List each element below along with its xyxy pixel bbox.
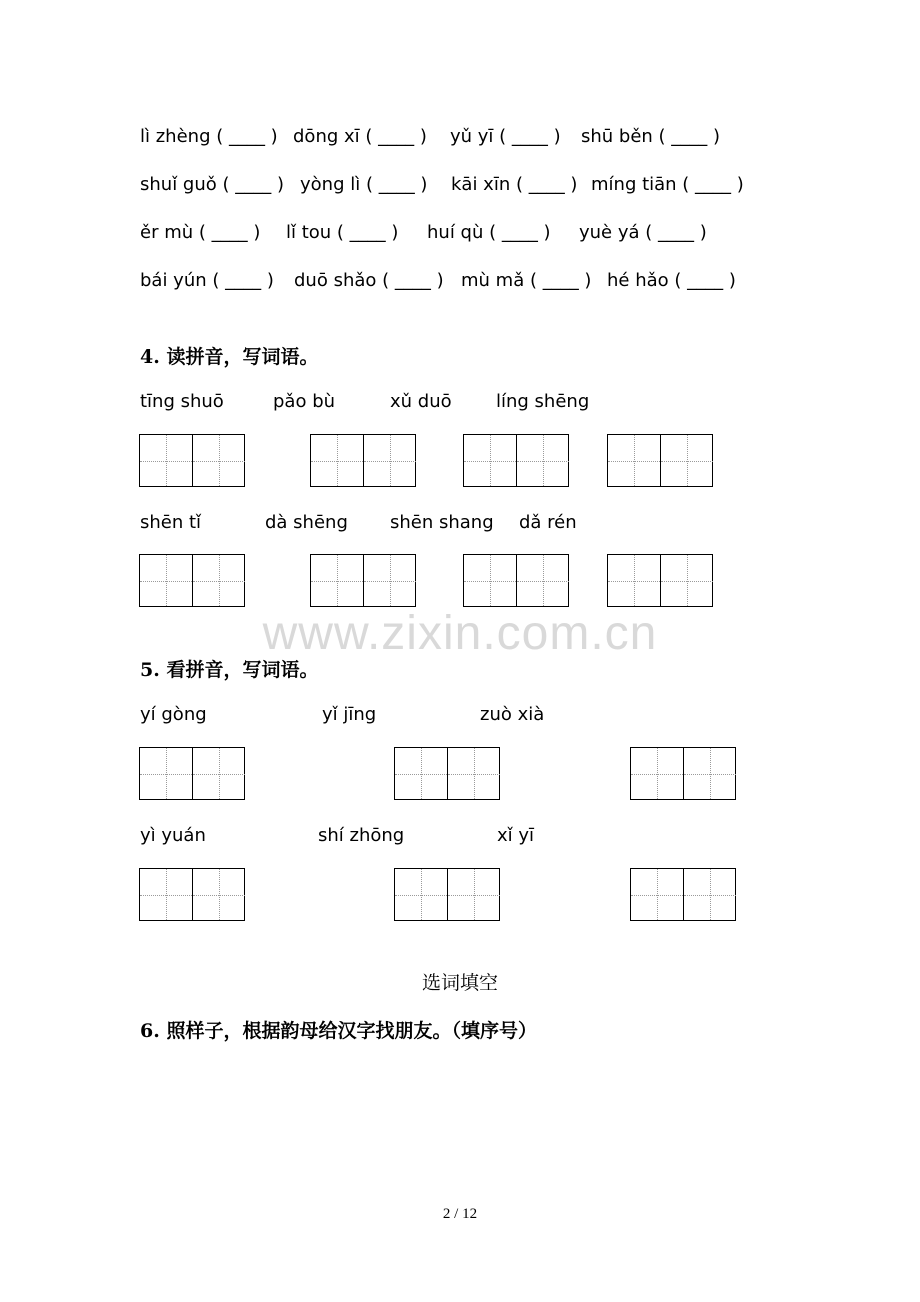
pinyin-blank-item: yǔ yī ( ____ ) — [450, 126, 561, 147]
pinyin-blank-item: lǐ tou ( ____ ) — [286, 222, 399, 243]
pinyin-blank-item: hé hǎo ( ____ ) — [607, 270, 736, 291]
page-number: 2 / 12 — [442, 1206, 478, 1222]
pinyin-blank-item: ěr mù ( ____ ) — [140, 222, 261, 243]
pinyin-blank-item: huí qù ( ____ ) — [427, 222, 551, 243]
pinyin-blank-item: lì zhèng ( ____ ) — [140, 126, 278, 147]
pinyin-blank-item: mù mǎ ( ____ ) — [461, 270, 592, 291]
writing-grid — [394, 868, 500, 921]
pinyin-label: dà shēng — [265, 512, 348, 533]
pinyin-blank-item: shū běn ( ____ ) — [581, 126, 721, 147]
pinyin-blank-item: yuè yá ( ____ ) — [579, 222, 707, 243]
pinyin-blank-item: dōng xī ( ____ ) — [293, 126, 427, 147]
pinyin-label: shí zhōng — [318, 825, 405, 846]
pinyin-blank-item: bái yún ( ____ ) — [140, 270, 274, 291]
section-4-heading: 4. 读拼音，写词语。 — [140, 346, 319, 368]
section-6-heading: 6. 照样子，根据韵母给汉字找朋友。（填序号） — [140, 1020, 537, 1042]
writing-grid — [310, 554, 416, 607]
pinyin-label: yí gòng — [140, 704, 207, 725]
writing-grid — [139, 554, 245, 607]
writing-grid — [463, 554, 569, 607]
writing-grid — [310, 434, 416, 487]
pinyin-label: shēn tǐ — [140, 512, 202, 533]
pinyin-blank-item: míng tiān ( ____ ) — [591, 174, 744, 195]
section-subtitle: 选词填空 — [421, 972, 498, 994]
writing-grid — [139, 747, 245, 800]
pinyin-label: xǔ duō — [390, 391, 452, 412]
pinyin-blank-item: yòng lì ( ____ ) — [300, 174, 428, 195]
writing-grid — [394, 747, 500, 800]
pinyin-label: xǐ yī — [497, 825, 535, 846]
pinyin-label: líng shēng — [496, 391, 590, 412]
pinyin-label: tīng shuō — [140, 391, 224, 412]
writing-grid — [463, 434, 569, 487]
pinyin-label: dǎ rén — [519, 512, 577, 533]
pinyin-blank-item: duō shǎo ( ____ ) — [294, 270, 444, 291]
pinyin-blank-item: shuǐ guǒ ( ____ ) — [140, 174, 284, 195]
writing-grid — [607, 434, 713, 487]
pinyin-label: shēn shang — [390, 512, 494, 533]
pinyin-label: pǎo bù — [273, 391, 336, 412]
writing-grid — [630, 868, 736, 921]
watermark: www.zixin.com.cn — [262, 607, 658, 660]
writing-grid — [607, 554, 713, 607]
pinyin-blank-item: kāi xīn ( ____ ) — [451, 174, 578, 195]
pinyin-label: yǐ jīng — [322, 704, 377, 725]
writing-grid — [630, 747, 736, 800]
writing-grid — [139, 434, 245, 487]
section-5-heading: 5. 看拼音，写词语。 — [140, 659, 319, 681]
pinyin-label: zuò xià — [480, 704, 545, 725]
writing-grid — [139, 868, 245, 921]
pinyin-label: yì yuán — [140, 825, 206, 846]
